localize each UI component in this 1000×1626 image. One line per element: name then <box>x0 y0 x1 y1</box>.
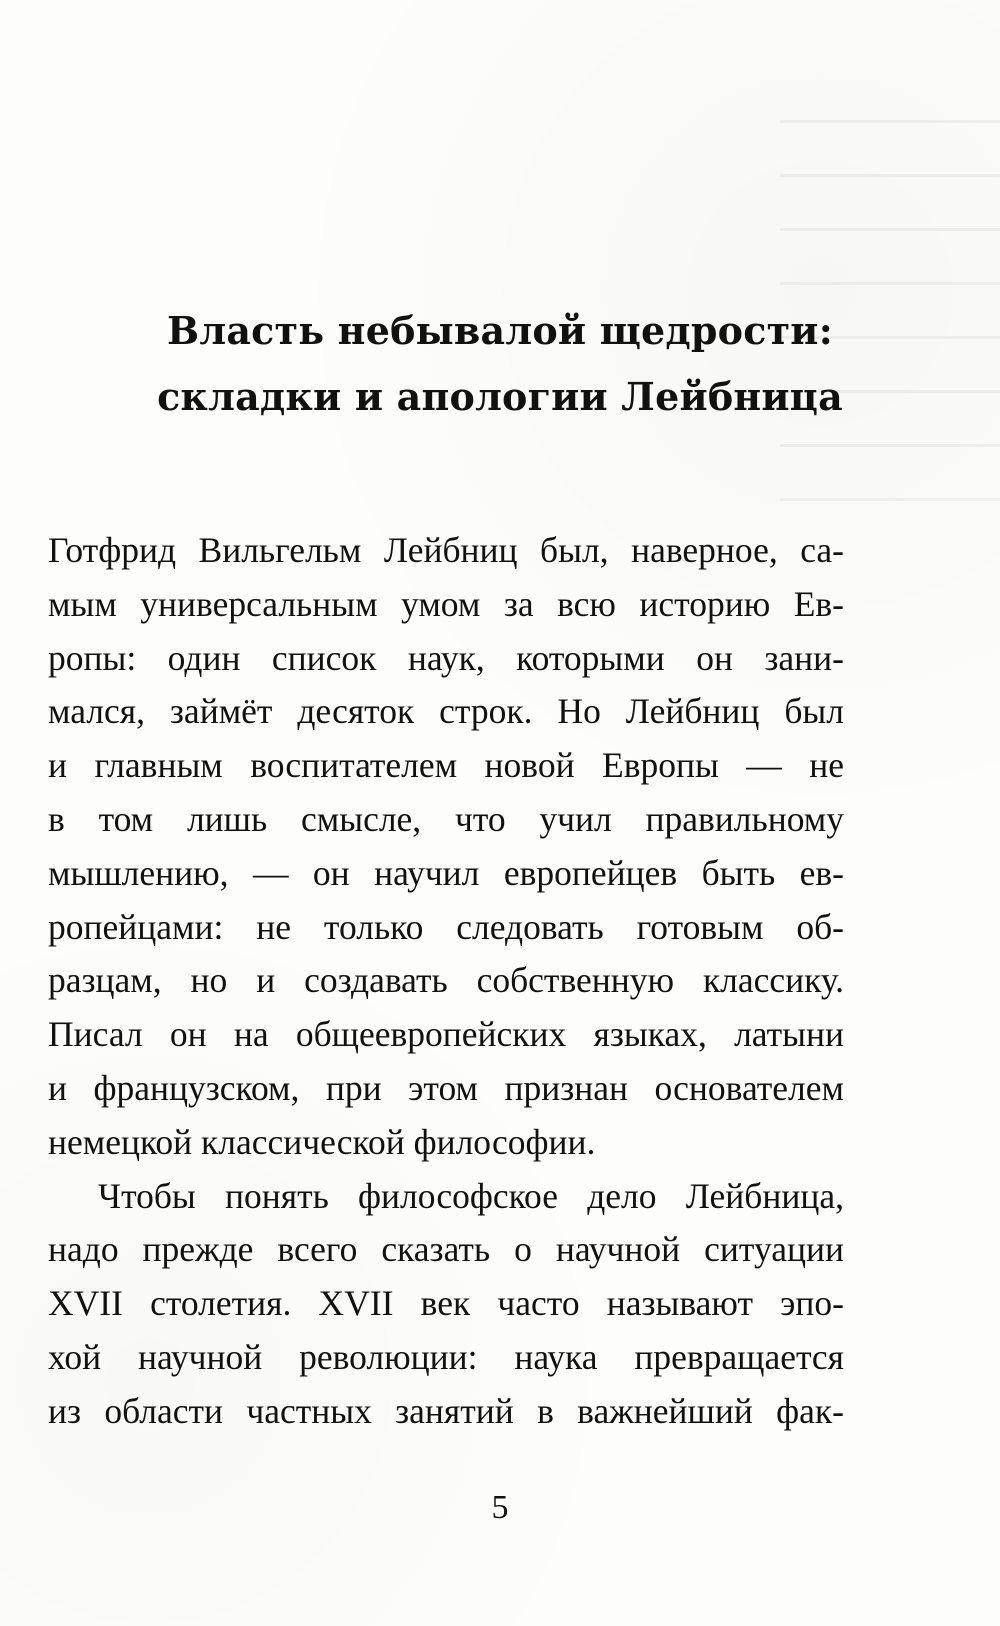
chapter-title-line: складки и апологии Лейбница <box>157 374 843 419</box>
text-line: хой научной революции: наука превращается <box>48 1336 844 1377</box>
text-line: надо прежде всего сказать о научной ситуации <box>48 1229 844 1270</box>
page-number: 5 <box>491 1489 509 1526</box>
text-line: и французском, при этом признан основателем <box>48 1067 844 1108</box>
text-line: мым универсальным умом за всю историю Ев- <box>48 583 844 624</box>
text-line: мышлению, — он научил европейцев быть ев- <box>48 852 844 893</box>
paragraph-1 <box>48 524 844 1170</box>
text-line: Писал он на общеевропейских языках, латыни <box>48 1014 844 1055</box>
text-line: немецкой классической философии. <box>48 1121 596 1162</box>
text-line: Готфрид Вильгельм Лейбниц был, наверное, са- <box>48 530 844 570</box>
text-line: Чтобы понять философское дело Лейбница, <box>98 1175 844 1216</box>
text-line: из области частных занятий в важнейший фак- <box>48 1390 844 1431</box>
text-line: мался, займёт десяток строк. Но Лейбниц был <box>48 691 844 732</box>
text-line: XVII столетия. XVII век часто называют эпо- <box>48 1283 844 1324</box>
text-line: и главным воспитателем новой Европы — не <box>48 745 844 786</box>
text-line: ропейцами: не только следовать готовым об- <box>48 906 844 947</box>
text-line: в том лишь смысле, что учил правильному <box>48 798 844 839</box>
paragraph-2 <box>48 1170 844 1439</box>
text-line: ропы: один список наук, которыми он зани- <box>48 637 844 678</box>
text-line: разцам, но и создавать собственную классику. <box>48 960 844 1001</box>
chapter-title <box>60 298 940 430</box>
chapter-title-line: Власть небывалой щедрости: <box>167 308 833 353</box>
body-text <box>48 524 844 1439</box>
